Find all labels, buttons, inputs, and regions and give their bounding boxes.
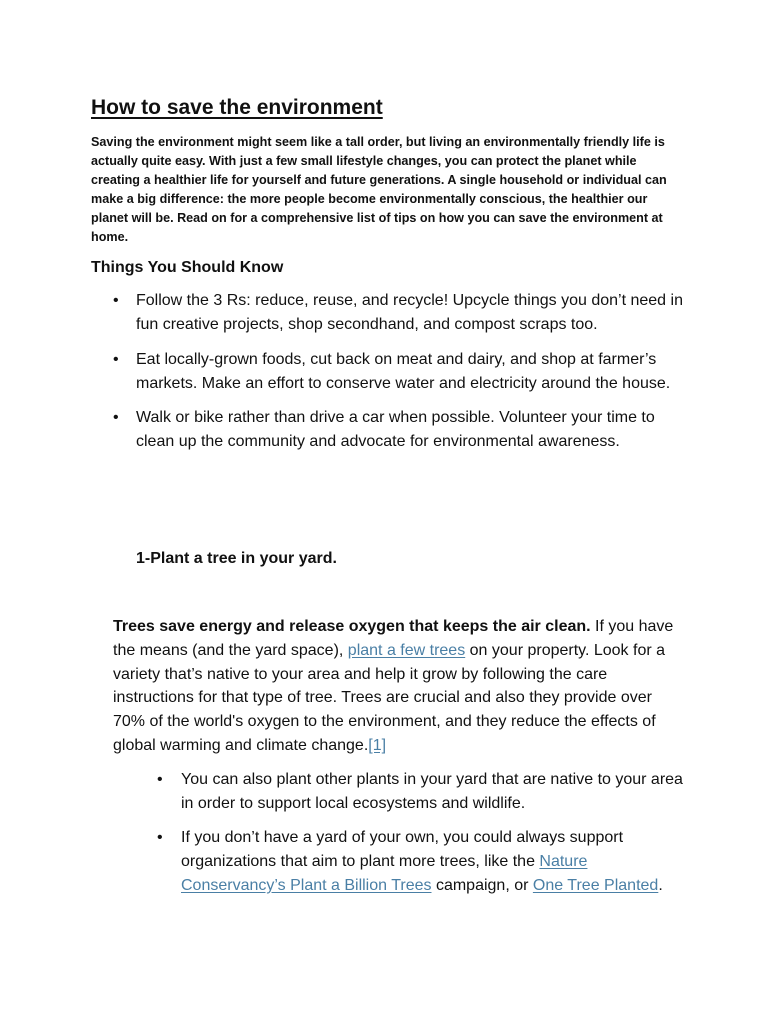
things-you-should-know-list [91, 289, 691, 465]
sub-item-text [181, 829, 663, 894]
bullet-icon: • [113, 409, 119, 427]
sub-item-text: You can also plant other plants in your yard that are native to your area in order to support local ecosystems and wildlife. [181, 771, 683, 812]
list-item [113, 826, 693, 898]
page-title: How to save the environment [91, 96, 383, 119]
step-1-paragraph [113, 615, 681, 758]
bullet-icon: • [113, 292, 119, 309]
step-1-heading: 1-Plant a tree in your yard. [136, 550, 337, 567]
list-item [113, 768, 693, 816]
step-1-text-a: If you have the means (and the yard space), [113, 618, 674, 659]
list-item [91, 406, 691, 455]
sub-item-2-text-a: If you don’t have a yard of your own, you could always support organizations that aim to plant more trees, like the [181, 829, 624, 870]
step-1-lead: Trees save energy and release oxygen that keeps the air clean. [113, 618, 591, 635]
one-tree-planted-link[interactable]: One Tree Planted [532, 877, 659, 894]
sub-item-2-text-c: . [658, 877, 663, 894]
bullet-icon: • [113, 350, 119, 368]
things-you-should-know-heading: Things You Should Know [91, 259, 284, 276]
list-item-text: Walk or bike rather than drive a car when possible. Volunteer your time to clean up the community and advocate for environmental awareness. [136, 409, 655, 451]
nature-conservancy-link[interactable]: Nature Conservancy’s Plant a Billion Trees [181, 853, 588, 894]
sub-item-2-text-b: campaign, or [431, 877, 533, 894]
bullet-icon: • [157, 829, 163, 846]
step-1-sub-list [113, 768, 693, 908]
list-item [91, 289, 691, 338]
list-item-text: Eat locally-grown foods, cut back on meat and dairy, and shop at farmer’s markets. Make an effort to conserve water and electricity around the house. [136, 350, 671, 392]
intro-paragraph: Saving the environment might seem like a tall order, but living an environmentally friendly life is actually quite easy. With just a few small lifestyle changes, you can protect the planet while creating a healthier life for yourself and future generations. A single household or individual can make a big difference: the more people become environmentally conscious, the healthier our planet will be. Read on for a comprehensive list of tips on how you can save the environment at home. [91, 135, 667, 244]
step-1-text-b: on your property. Look for a variety that’s native to your area and help it grow by following the care instructions for that type of tree. Trees are crucial and also they provide over 70% of the world's oxygen to the environment, and they reduce the effects of global warming and climate change. [113, 641, 666, 754]
list-item-text: Follow the 3 Rs: reduce, reuse, and recycle! Upcycle things you don’t need in fun creative projects, shop secondhand, and compost scraps too. [136, 292, 683, 334]
bullet-icon: • [157, 771, 163, 788]
list-item [91, 348, 691, 397]
citation-1-link[interactable]: [1] [368, 736, 387, 754]
plant-a-few-trees-link[interactable]: plant a few trees [347, 641, 466, 659]
